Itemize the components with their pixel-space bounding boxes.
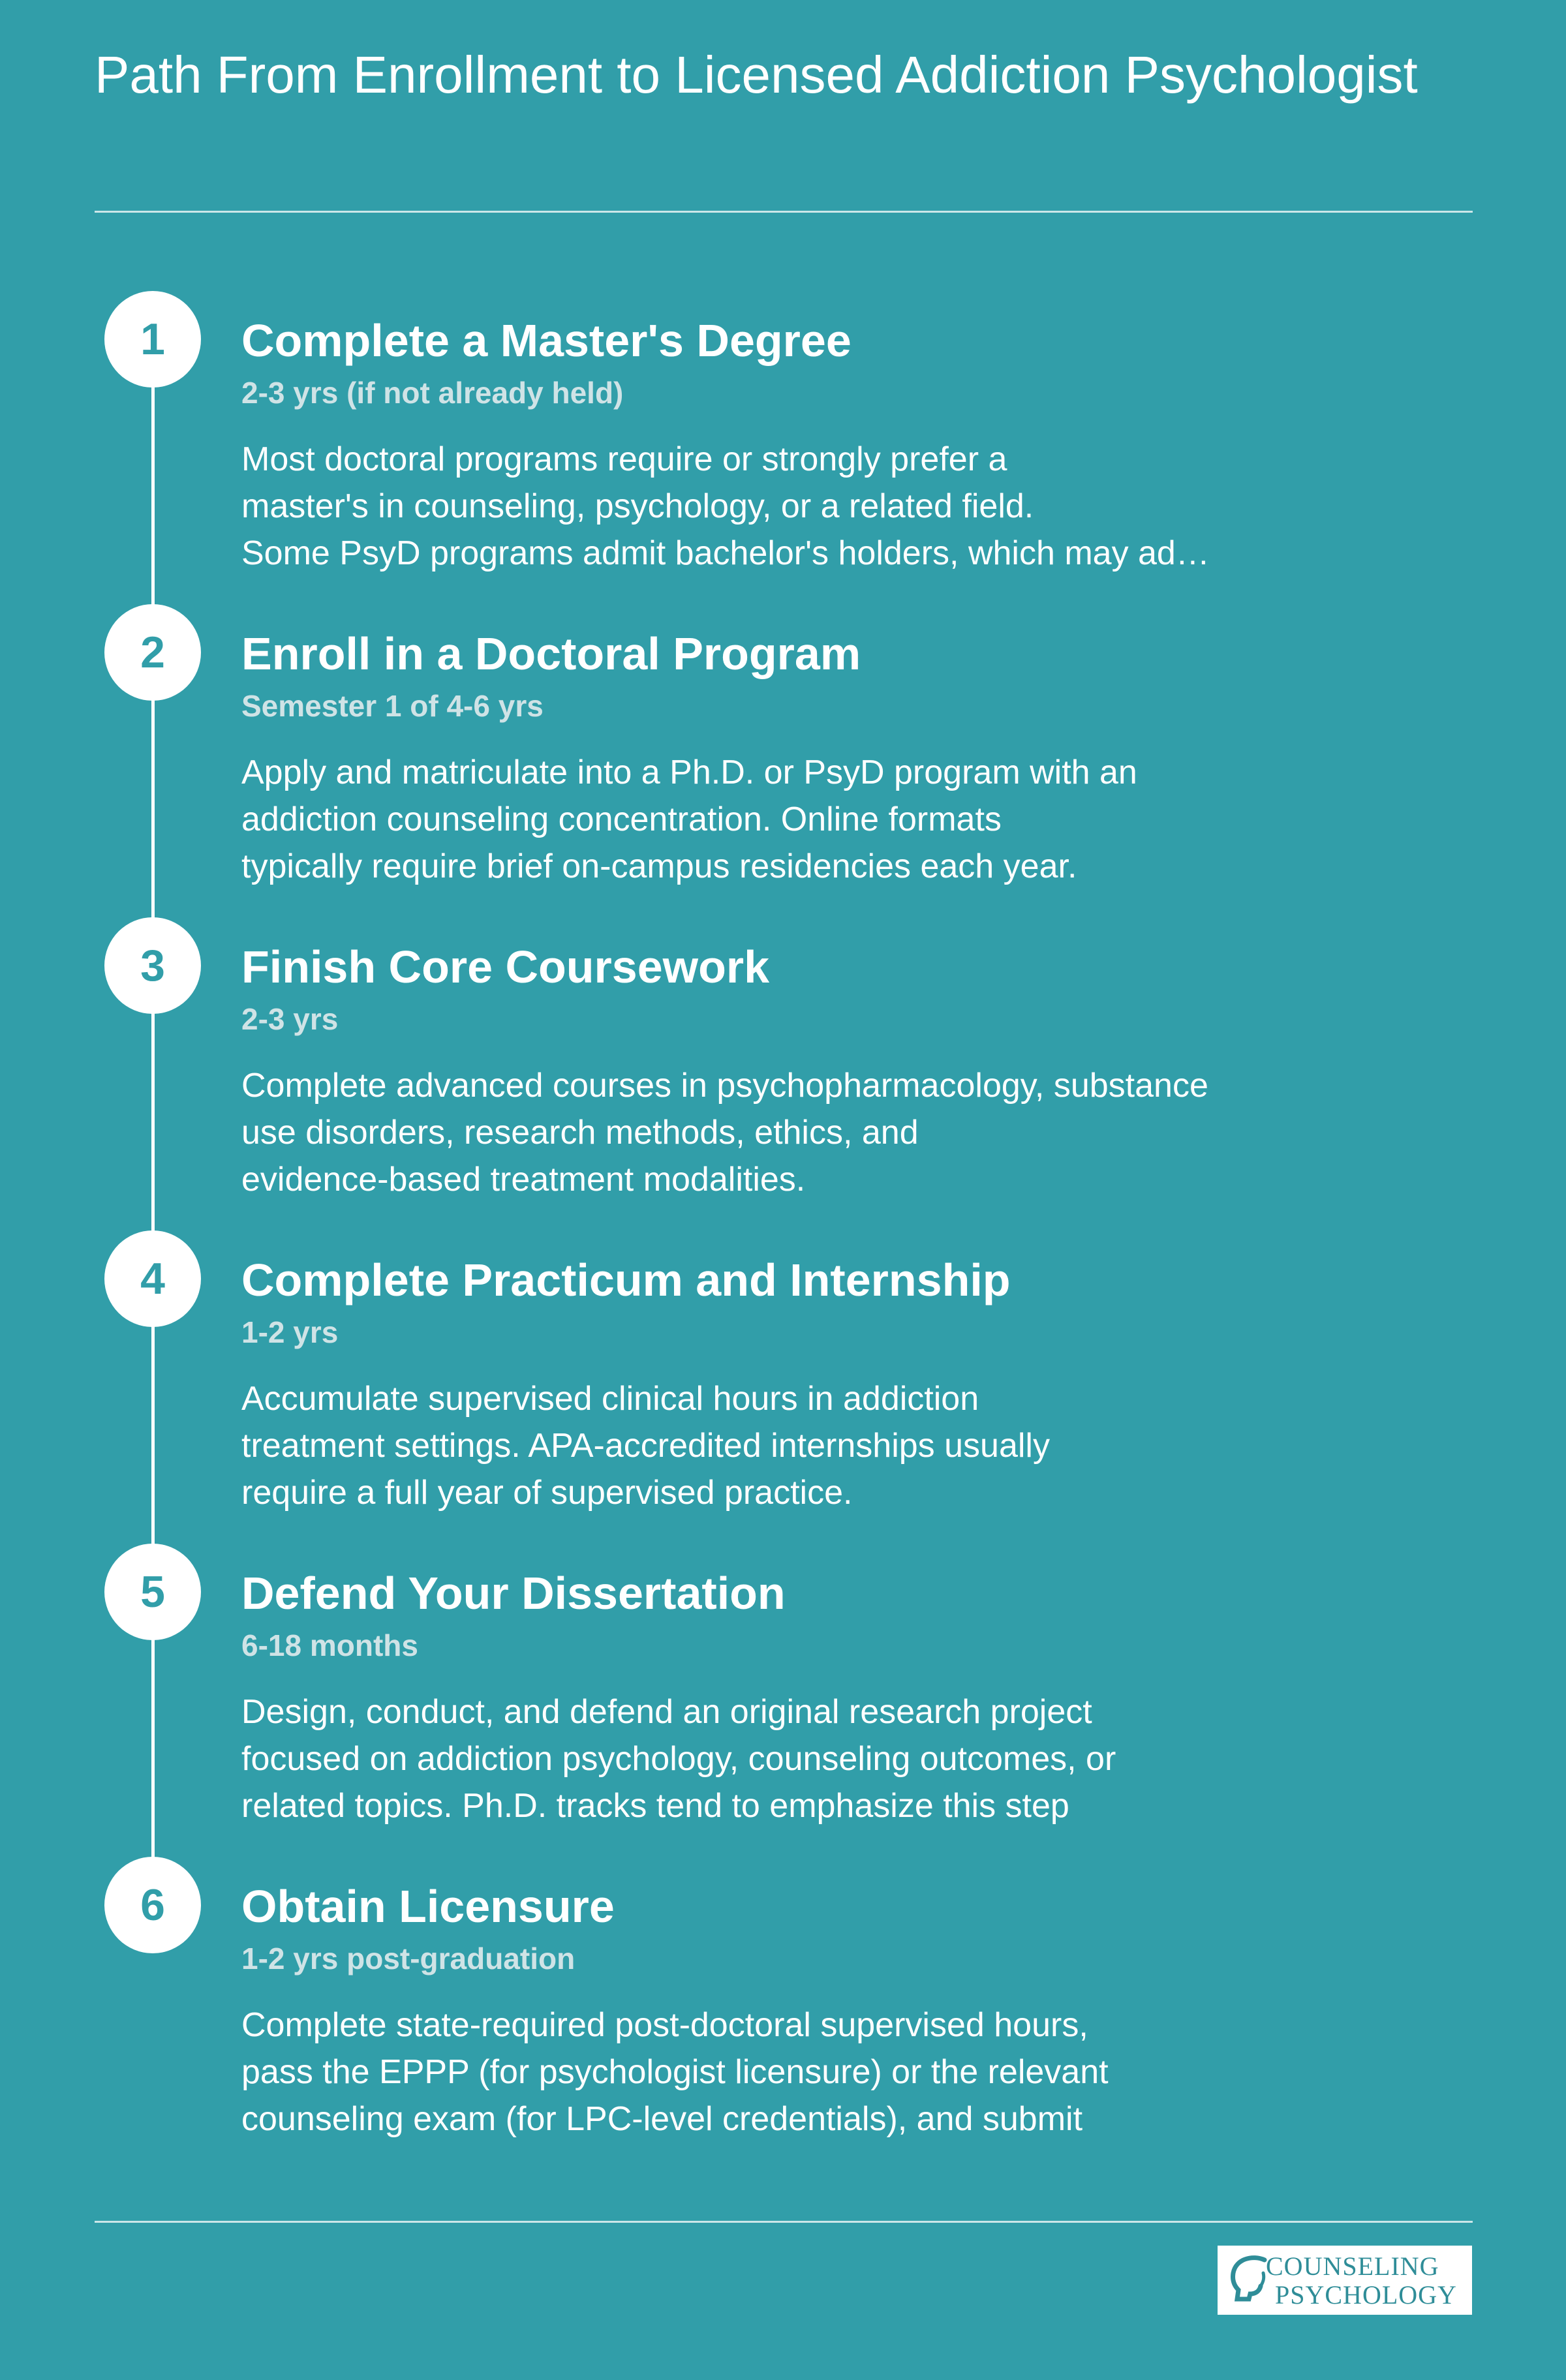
step-description-line: treatment settings. APA-accredited internships usually: [241, 1427, 1050, 1465]
step-number-badge: 6: [104, 1857, 201, 1953]
step-title: Defend Your Dissertation: [241, 1568, 786, 1619]
timeline-step-2: [0, 604, 1566, 917]
step-description: [241, 749, 1312, 890]
step-duration: 1-2 yrs post-graduation: [241, 1942, 576, 1976]
step-number-badge: 3: [104, 917, 201, 1014]
step-description-line: focused on addiction psychology, counseling outcomes, or: [241, 1740, 1116, 1778]
step-number-badge: 4: [104, 1230, 201, 1327]
step-number-badge: 2: [104, 604, 201, 701]
step-duration: 2-3 yrs: [241, 1002, 339, 1036]
logo-text-psychology: PSYCHOLOGY: [1275, 2280, 1457, 2310]
step-description-line: addiction counseling concentration. Online formats: [241, 801, 1002, 838]
step-number-badge: 5: [104, 1544, 201, 1640]
timeline-step-3: [0, 917, 1566, 1230]
step-title: Obtain Licensure: [241, 1881, 615, 1932]
step-title: Complete a Master's Degree: [241, 315, 852, 366]
counseling-psychology-logo: [1218, 2246, 1472, 2315]
step-description: [241, 1688, 1312, 1829]
step-description-line: pass the EPPP (for psychologist licensure) or the relevant: [241, 2053, 1109, 2091]
timeline-step-5: [0, 1544, 1566, 1857]
step-description: [241, 436, 1312, 577]
step-description: [241, 2002, 1312, 2143]
step-title: Finish Core Coursework: [241, 941, 770, 992]
step-duration: 1-2 yrs: [241, 1315, 339, 1349]
step-duration: Semester 1 of 4-6 yrs: [241, 689, 544, 723]
step-description-line: Design, conduct, and defend an original research project: [241, 1693, 1092, 1731]
logo-text-counseling: COUNSELING: [1266, 2251, 1439, 2281]
step-description: [241, 1062, 1312, 1203]
step-description: [241, 1375, 1312, 1516]
timeline-step-6: [0, 1857, 1566, 2170]
step-description-line: typically require brief on-campus residencies each year.: [241, 847, 1077, 885]
step-description-line: Apply and matriculate into a Ph.D. or PsyD program with an: [241, 754, 1137, 791]
step-description-line: evidence-based treatment modalities.: [241, 1161, 806, 1198]
step-number-badge: 1: [104, 291, 201, 388]
step-description-line: related topics. Ph.D. tracks tend to emphasize this step: [241, 1787, 1069, 1825]
step-description-line: use disorders, research methods, ethics, and: [241, 1114, 919, 1152]
top-divider: [95, 211, 1473, 213]
step-description-line: counseling exam (for LPC-level credentials), and submit: [241, 2100, 1083, 2138]
step-description-line: Most doctoral programs require or strongly prefer a: [241, 440, 1007, 478]
timeline-step-4: [0, 1230, 1566, 1544]
step-duration: 6-18 months: [241, 1628, 418, 1662]
step-description-line: Some PsyD programs admit bachelor's holders, which may ad…: [241, 534, 1210, 572]
step-title: Enroll in a Doctoral Program: [241, 628, 861, 679]
step-description-line: Accumulate supervised clinical hours in addiction: [241, 1380, 979, 1418]
timeline-step-1: [0, 291, 1566, 604]
step-title: Complete Practicum and Internship: [241, 1255, 1011, 1305]
page-title: Path From Enrollment to Licensed Addiction Psychologist: [95, 46, 1418, 104]
step-description-line: master's in counseling, psychology, or a related field.: [241, 487, 1034, 525]
step-duration: 2-3 yrs (if not already held): [241, 376, 624, 410]
step-description-line: Complete advanced courses in psychopharmacology, substance: [241, 1067, 1208, 1105]
step-description-line: Complete state-required post-doctoral supervised hours,: [241, 2006, 1088, 2044]
step-description-line: require a full year of supervised practice.: [241, 1474, 853, 1512]
bottom-divider: [95, 2221, 1473, 2223]
